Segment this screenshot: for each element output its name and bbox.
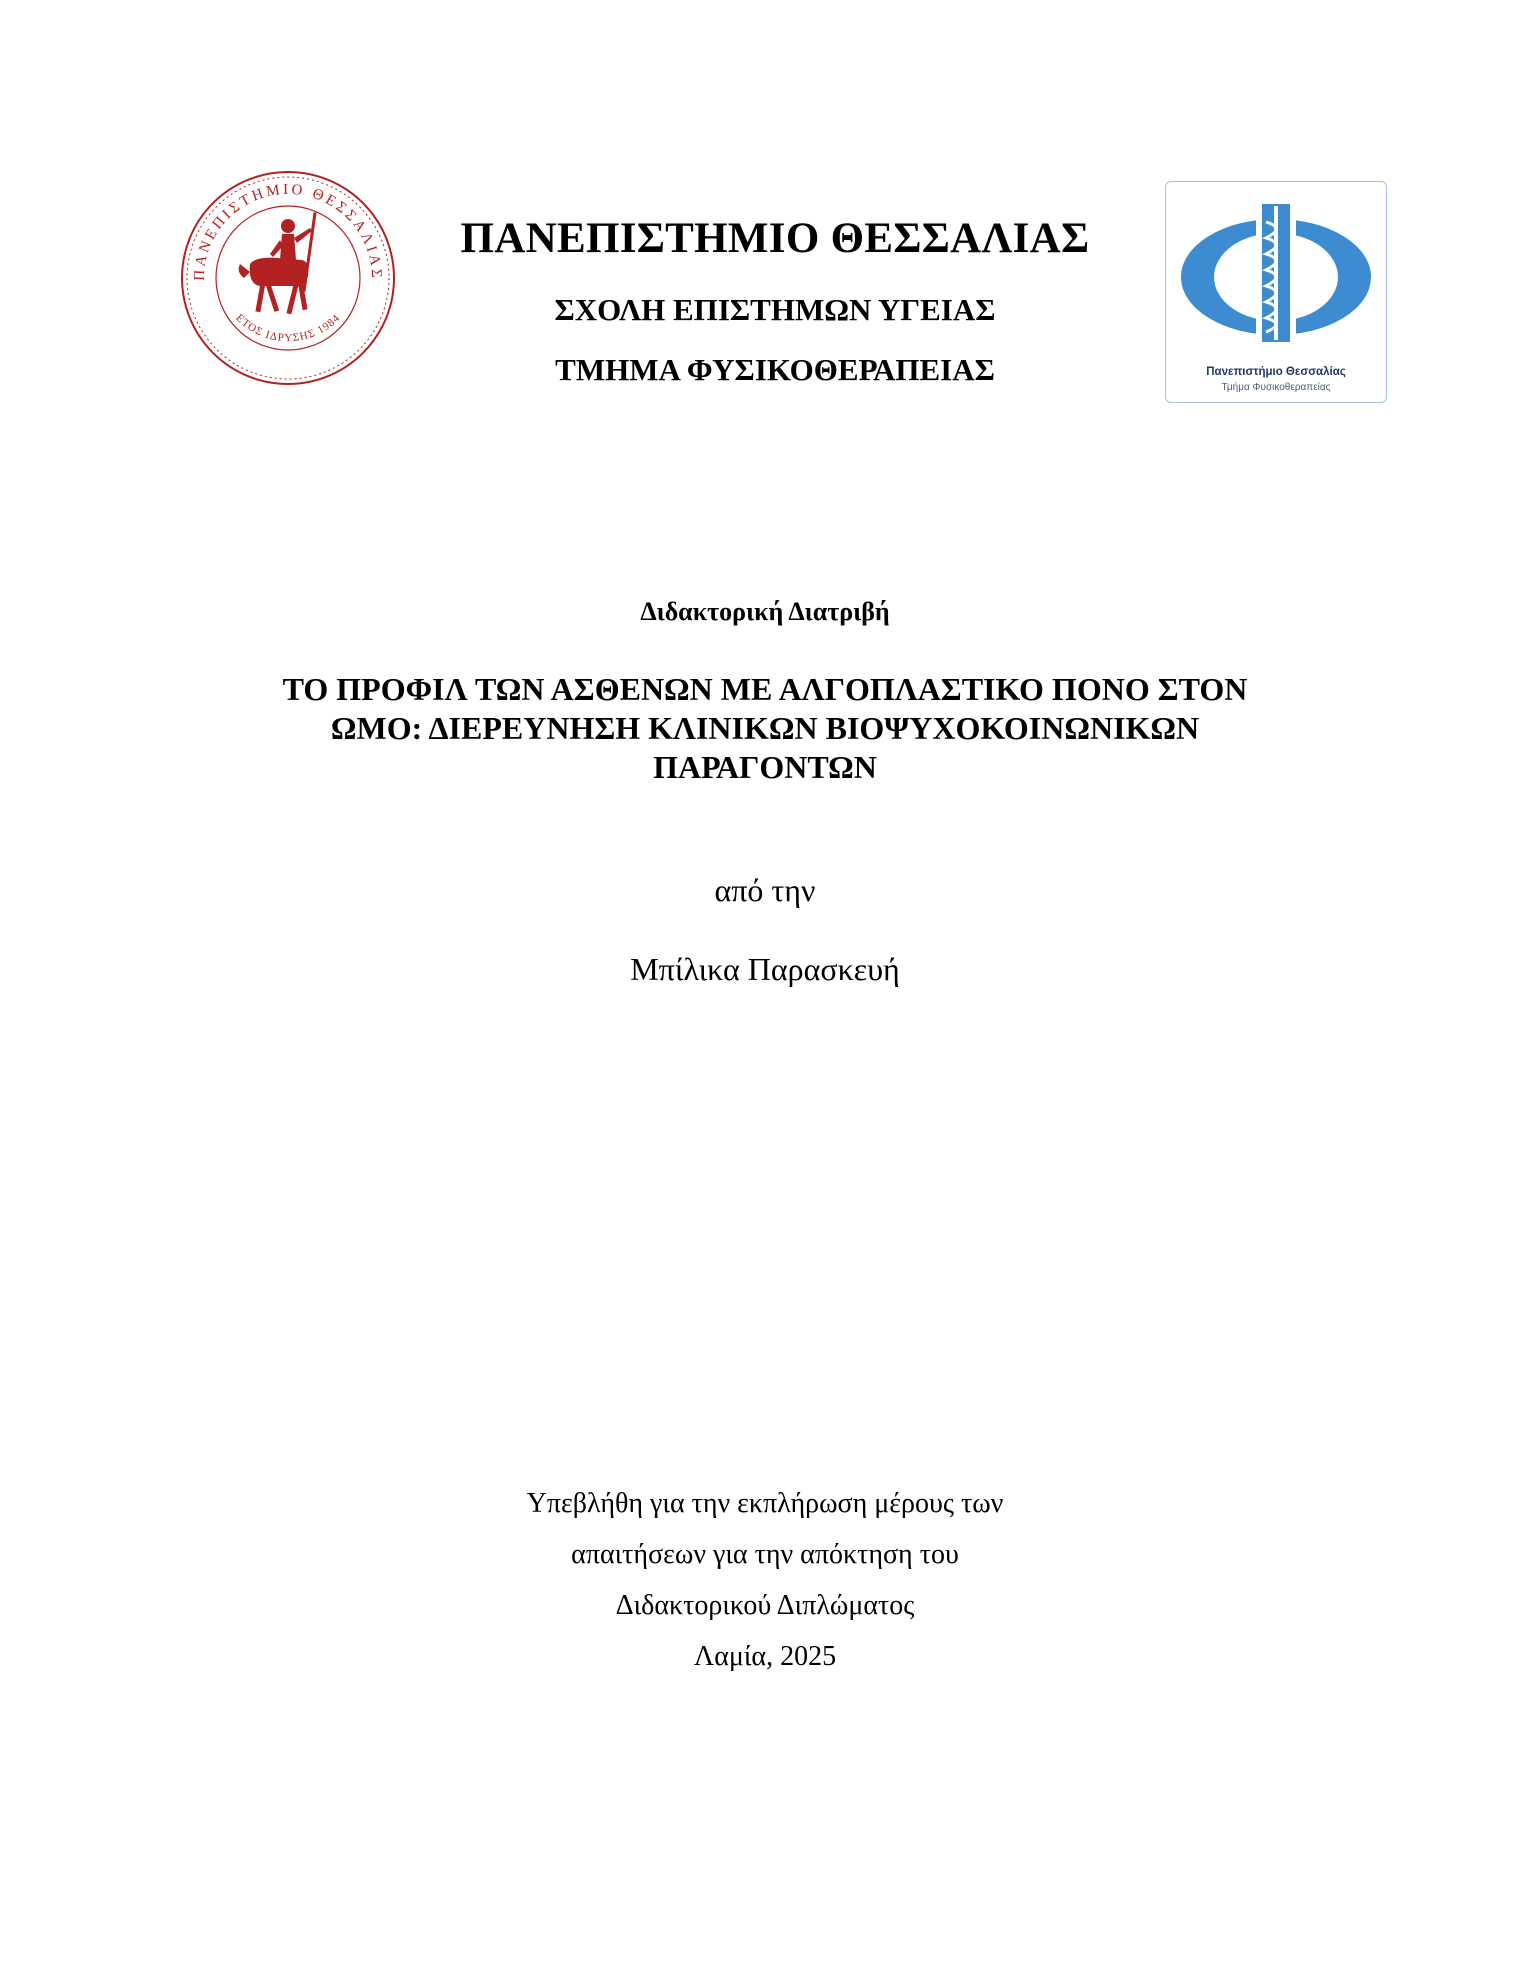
place-date: Λαμία, 2025 xyxy=(693,1641,837,1672)
physiotherapy-logo xyxy=(1165,181,1387,403)
submission-line: Υπεβλήθη για την εκπλήρωση μέρους των xyxy=(526,1488,1004,1519)
author-name: Μπίλικα Παρασκευή xyxy=(630,951,900,987)
logo-caption-department: Τμήμα Φυσικοθεραπείας xyxy=(1221,382,1331,393)
submission-line: Διδακτορικού Διπλώματος xyxy=(615,1590,915,1621)
thesis-title-line: ΤΟ ΠΡΟΦΙΛ ΤΩΝ ΑΣΘΕΝΩΝ ΜΕ ΑΛΓΟΠΛΑΣΤΙΚΟ ΠΟΝΟ ΣΤΟΝ xyxy=(282,671,1248,707)
submission-line: απαιτήσεων για την απόκτηση του xyxy=(571,1539,959,1570)
seal-bottom-text: ΕΤΟΣ ΙΔΡΥΣΗΣ 1984 xyxy=(233,311,343,345)
logo-caption-university: Πανεπιστήμιο Θεσσαλίας xyxy=(1206,366,1346,378)
thesis-title-line: ΩΜΟ: ΔΙΕΡΕΥΝΗΣΗ ΚΛΙΝΙΚΩΝ ΒΙΟΨΥΧΟΚΟΙΝΩΝΙΚΩΝ xyxy=(330,710,1200,746)
department-name: ΤΜΗΜΑ ΦΥΣΙΚΟΘΕΡΑΠΕΙΑΣ xyxy=(555,352,995,387)
university-name: ΠΑΝΕΠΙΣΤΗΜΙΟ ΘΕΣΣΑΛΙΑΣ xyxy=(460,215,1090,262)
school-name: ΣΧΟΛΗ ΕΠΙΣΤΗΜΩΝ ΥΓΕΙΑΣ xyxy=(554,292,996,327)
phi-symbol-graphic xyxy=(1166,182,1386,362)
by-label: από την xyxy=(714,872,816,908)
thesis-title-line: ΠΑΡΑΓΟΝΤΩΝ xyxy=(653,749,877,785)
submission-statement xyxy=(0,1478,1530,1682)
thesis-title xyxy=(200,670,1330,787)
document-type: Διδακτορική Διατριβή xyxy=(640,597,890,626)
seal-ring-text: ΠΑΝΕΠΙΣΤΗΜΙΟ ΘΕΣΣΑΛΙΑΣ xyxy=(191,181,385,282)
